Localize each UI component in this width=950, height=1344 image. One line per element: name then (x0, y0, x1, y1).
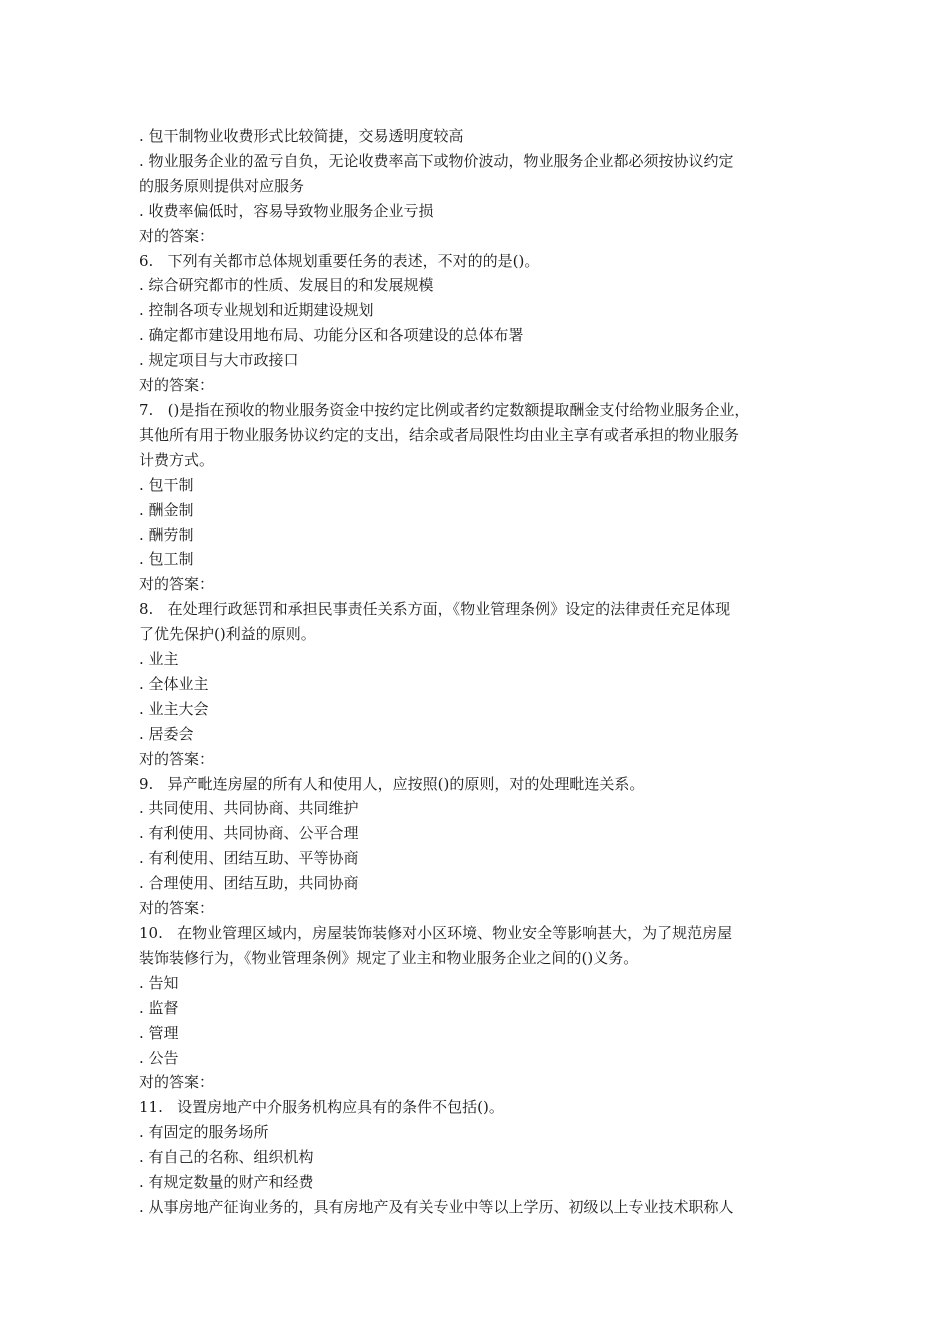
option-line: . 有规定数量的财产和经费 (139, 1173, 314, 1192)
option-line: . 物业服务企业的盈亏自负，无论收费率高下或物价波动，物业服务企业都必须按协议约定 (139, 151, 734, 170)
option-line: . 全体业主 (139, 674, 209, 693)
question-8-continuation: 了优先保护()利益的原则。 (139, 625, 316, 644)
option-line-continuation: 的服务原则提供对应服务 (139, 176, 305, 195)
answer-label: 对的答案： (139, 226, 215, 245)
question-10-continuation: 装饰装修行为，《物业管理条例》规定了业主和物业服务企业之间的()义务。 (139, 948, 639, 967)
question-6: 6. 下列有关都市总体规划重要任务的表述，不对的的是()。 (139, 251, 540, 270)
option-line: . 居委会 (139, 724, 194, 743)
option-line: . 管理 (139, 1023, 179, 1042)
option-line: . 包干制物业收费形式比较简捷，交易透明度较高 (139, 127, 464, 145)
option-line: . 确定都市建设用地布局、功能分区和各项建设的总体布署 (139, 326, 524, 345)
question-11: 11. 设置房地产中介服务机构应具有的条件不包括()。 (139, 1098, 504, 1117)
option-line: . 从事房地产征询业务的，具有房地产及有关专业中等以上学历、初级以上专业技术职称人 (139, 1197, 734, 1216)
option-line: . 业主 (139, 650, 179, 669)
option-line: . 合理使用、团结互助，共同协商 (139, 874, 359, 893)
question-7-continuation: 其他所有用于物业服务协议约定的支出，结余或者局限性均由业主享有或者承担的物业服务 (139, 425, 740, 444)
answer-label: 对的答案： (139, 899, 215, 918)
option-line: . 有自己的名称、组织机构 (139, 1148, 314, 1167)
option-line: . 监督 (139, 998, 179, 1017)
option-line: . 酬劳制 (139, 525, 194, 544)
answer-label: 对的答案： (139, 1073, 215, 1092)
question-7-continuation: 计费方式。 (139, 450, 215, 469)
option-line: . 有利使用、共同协商、公平合理 (139, 824, 359, 843)
option-line: . 规定项目与大市政接口 (139, 351, 299, 370)
option-line: . 告知 (139, 973, 179, 992)
answer-label: 对的答案： (139, 575, 215, 594)
question-10: 10. 在物业管理区域内，房屋装饰装修对小区环境、物业安全等影响甚大，为了规范房屋 (139, 924, 733, 942)
option-line: . 控制各项专业规划和近期建设规划 (139, 301, 374, 320)
question-7: 7. ()是指在预收的物业服务资金中按约定比例或者约定数额提取酬金支付给物业服务企业， (139, 400, 750, 419)
option-line: . 公告 (139, 1048, 179, 1067)
option-line: . 综合研究都市的性质、发展目的和发展规模 (139, 276, 434, 295)
option-line: . 包干制 (139, 475, 194, 494)
option-line: . 共同使用、共同协商、共同维护 (139, 799, 359, 818)
option-line: . 有利使用、团结互助、平等协商 (139, 849, 359, 868)
option-line: . 包工制 (139, 550, 194, 569)
option-line: . 酬金制 (139, 500, 194, 519)
option-line: . 业主大会 (139, 699, 209, 718)
question-8: 8. 在处理行政惩罚和承担民事责任关系方面，《物业管理条例》设定的法律责任充足体现 (139, 600, 731, 619)
option-line: . 有固定的服务场所 (139, 1123, 269, 1142)
document-page (139, 124, 819, 1220)
option-line: . 收费率偏低时，容易导致物业服务企业亏损 (139, 201, 434, 220)
question-9: 9. 异产毗连房屋的所有人和使用人，应按照()的原则，对的处理毗连关系。 (139, 774, 645, 793)
answer-label: 对的答案： (139, 749, 215, 768)
answer-label: 对的答案： (139, 376, 215, 395)
